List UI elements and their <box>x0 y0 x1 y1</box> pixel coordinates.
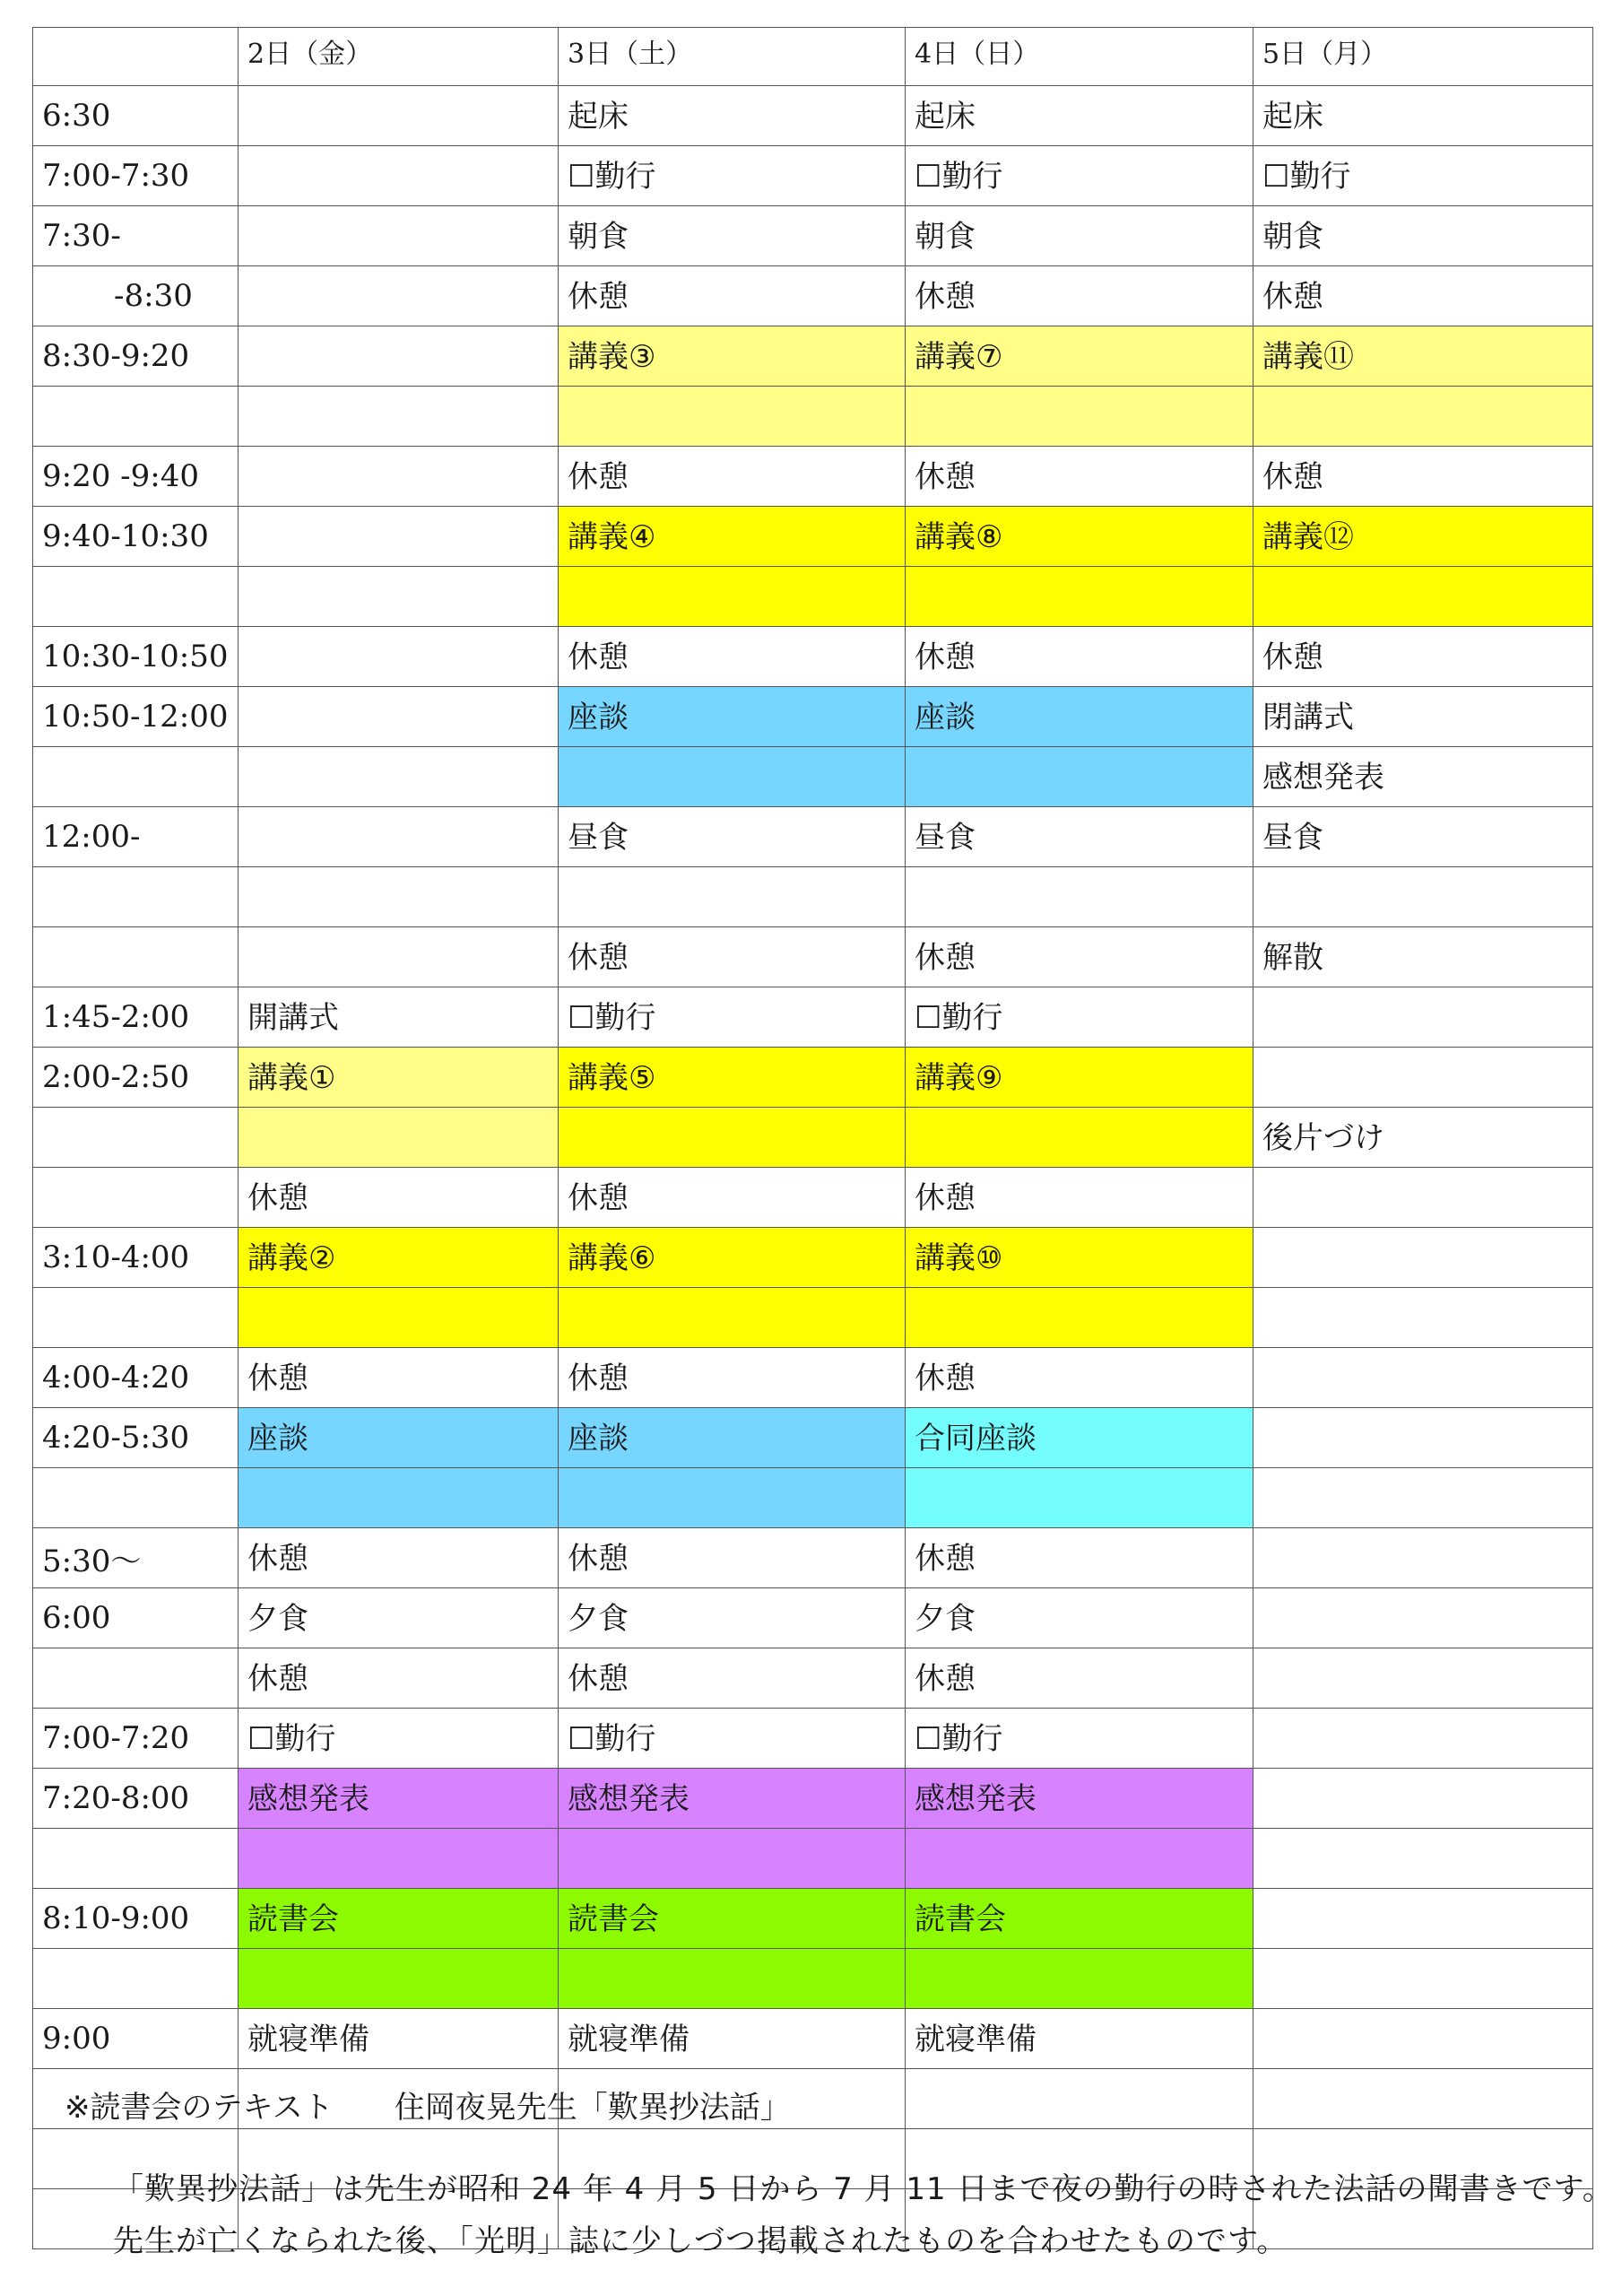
schedule-cell: 講義⑩ <box>906 1228 1253 1288</box>
schedule-cell: 講義⑨ <box>906 1048 1253 1108</box>
schedule-cell <box>1253 1588 1593 1648</box>
schedule-cell: 感想発表 <box>239 1769 559 1829</box>
schedule-cell <box>906 1468 1253 1528</box>
schedule-cell: 休憩 <box>559 266 906 326</box>
header-row <box>33 28 1593 86</box>
schedule-cell: 昼食 <box>1253 807 1593 867</box>
schedule-cell <box>239 867 559 927</box>
table-row <box>33 326 1593 387</box>
schedule-cell <box>1253 1168 1593 1228</box>
time-cell: 9:00 <box>33 2009 239 2069</box>
schedule-header <box>33 28 1593 86</box>
schedule-cell: ☐勤行 <box>559 987 906 1048</box>
schedule-cell: 読書会 <box>906 1889 1253 1949</box>
schedule-cell <box>239 567 559 627</box>
schedule-cell: 休憩 <box>906 447 1253 507</box>
schedule-cell <box>906 1288 1253 1348</box>
schedule-cell: 昼食 <box>559 807 906 867</box>
schedule-cell <box>1253 1288 1593 1348</box>
schedule-cell <box>239 627 559 687</box>
time-cell <box>33 747 239 807</box>
schedule-cell: 休憩 <box>559 1648 906 1709</box>
schedule-cell: 休憩 <box>1253 447 1593 507</box>
schedule-cell <box>1253 567 1593 627</box>
schedule-cell: 起床 <box>1253 86 1593 146</box>
schedule-cell: 休憩 <box>559 447 906 507</box>
time-cell <box>33 1949 239 2009</box>
time-cell: 8:10-9:00 <box>33 1889 239 1949</box>
schedule-cell <box>1253 2009 1593 2069</box>
schedule-cell <box>1253 987 1593 1048</box>
table-row <box>33 1228 1593 1288</box>
schedule-cell: 講義⑫ <box>1253 507 1593 567</box>
schedule-cell <box>906 2069 1253 2129</box>
table-row <box>33 447 1593 507</box>
table-row <box>33 206 1593 266</box>
schedule-cell: 起床 <box>559 86 906 146</box>
schedule-cell: 座談 <box>559 1408 906 1468</box>
table-row <box>33 1108 1593 1168</box>
time-cell <box>33 1468 239 1528</box>
schedule-cell <box>1253 1829 1593 1889</box>
schedule-cell: 休憩 <box>559 1168 906 1228</box>
time-cell: 1:45-2:00 <box>33 987 239 1048</box>
schedule-cell <box>906 867 1253 927</box>
schedule-cell: 休憩 <box>906 1528 1253 1588</box>
time-cell: 4:20-5:30 <box>33 1408 239 1468</box>
schedule-cell: 休憩 <box>559 627 906 687</box>
schedule-cell: 朝食 <box>1253 206 1593 266</box>
schedule-cell: 休憩 <box>906 927 1253 987</box>
time-cell: 9:40-10:30 <box>33 507 239 567</box>
schedule-cell: 座談 <box>559 687 906 747</box>
time-cell <box>33 927 239 987</box>
schedule-cell: ☐勤行 <box>559 1709 906 1769</box>
schedule-cell: 休憩 <box>906 1168 1253 1228</box>
schedule-cell <box>559 1108 906 1168</box>
table-row <box>33 1648 1593 1709</box>
schedule-cell: 休憩 <box>559 1348 906 1408</box>
schedule-cell <box>906 747 1253 807</box>
table-row <box>33 387 1593 447</box>
schedule-cell: 後片づけ <box>1253 1108 1593 1168</box>
schedule-cell <box>559 867 906 927</box>
time-cell <box>33 867 239 927</box>
time-cell: 2:00-2:50 <box>33 1048 239 1108</box>
time-cell <box>33 1648 239 1709</box>
table-row <box>33 927 1593 987</box>
time-cell: 8:30-9:20 <box>33 326 239 387</box>
header-day-2: 2日（金） <box>239 28 559 86</box>
schedule-cell: 感想発表 <box>906 1769 1253 1829</box>
schedule-cell <box>239 206 559 266</box>
table-row <box>33 266 1593 326</box>
schedule-cell: 朝食 <box>906 206 1253 266</box>
time-cell: -8:30 <box>33 266 239 326</box>
schedule-cell: 休憩 <box>559 1528 906 1588</box>
schedule-cell: ☐勤行 <box>239 1709 559 1769</box>
time-cell <box>33 1108 239 1168</box>
schedule-cell: ☐勤行 <box>906 1709 1253 1769</box>
schedule-cell <box>239 1829 559 1889</box>
table-row <box>33 1949 1593 2009</box>
time-cell <box>33 1288 239 1348</box>
table-row <box>33 987 1593 1048</box>
schedule-cell: 講義① <box>239 1048 559 1108</box>
table-row <box>33 146 1593 206</box>
table-row <box>33 627 1593 687</box>
schedule-cell <box>239 747 559 807</box>
schedule-cell: 夕食 <box>559 1588 906 1648</box>
notes-body: 「歎異抄法話」は先生が昭和 24 年 4 月 5 日から 7 月 11 日まで夜の勤行の時された法話の聞書きです。先生が亡くなられた後、「光明」誌に少しづつ掲載されたものを合わせたものです。 <box>113 2171 1614 2259</box>
schedule-cell <box>239 326 559 387</box>
schedule-cell: ☐勤行 <box>906 987 1253 1048</box>
schedule-cell <box>1253 1709 1593 1769</box>
schedule-cell: 休憩 <box>1253 627 1593 687</box>
schedule-cell <box>239 507 559 567</box>
header-day-3: 3日（土） <box>559 28 906 86</box>
header-time <box>33 28 239 86</box>
table-row <box>33 747 1593 807</box>
table-row <box>33 507 1593 567</box>
schedule-cell: 講義⑧ <box>906 507 1253 567</box>
schedule-cell: ☐勤行 <box>1253 146 1593 206</box>
schedule-cell <box>1253 2069 1593 2129</box>
schedule-cell <box>239 447 559 507</box>
time-cell: 7:30- <box>33 206 239 266</box>
table-row <box>33 567 1593 627</box>
schedule-cell: 休憩 <box>559 927 906 987</box>
time-cell: 4:00-4:20 <box>33 1348 239 1408</box>
schedule-cell: ☐勤行 <box>906 146 1253 206</box>
schedule-cell <box>559 1829 906 1889</box>
time-cell <box>33 567 239 627</box>
table-row <box>33 687 1593 747</box>
schedule-cell <box>239 266 559 326</box>
schedule-cell <box>559 387 906 447</box>
time-cell <box>33 387 239 447</box>
schedule-cell <box>559 1949 906 2009</box>
schedule-body <box>33 86 1593 2249</box>
schedule-cell <box>559 567 906 627</box>
schedule-cell: 閉講式 <box>1253 687 1593 747</box>
table-row <box>33 1709 1593 1769</box>
table-row <box>33 1528 1593 1588</box>
schedule-cell: 休憩 <box>239 1168 559 1228</box>
schedule-cell: 感想発表 <box>1253 747 1593 807</box>
schedule-cell <box>559 1468 906 1528</box>
schedule-cell: 休憩 <box>1253 266 1593 326</box>
schedule-cell: 読書会 <box>239 1889 559 1949</box>
schedule-cell: 開講式 <box>239 987 559 1048</box>
schedule-cell: 休憩 <box>239 1348 559 1408</box>
schedule-cell <box>559 747 906 807</box>
table-row <box>33 2009 1593 2069</box>
schedule-cell: 起床 <box>906 86 1253 146</box>
schedule-cell <box>239 1468 559 1528</box>
schedule-cell: 座談 <box>906 687 1253 747</box>
schedule-cell <box>906 1829 1253 1889</box>
schedule-cell: 休憩 <box>906 627 1253 687</box>
schedule-cell: 感想発表 <box>559 1769 906 1829</box>
schedule-cell <box>239 927 559 987</box>
schedule-cell: 休憩 <box>239 1648 559 1709</box>
schedule-cell <box>239 687 559 747</box>
schedule-cell <box>239 1949 559 2009</box>
schedule-cell <box>1253 1348 1593 1408</box>
schedule-cell <box>1253 1468 1593 1528</box>
schedule-cell <box>1253 867 1593 927</box>
schedule-cell: 読書会 <box>559 1889 906 1949</box>
schedule-cell <box>906 1949 1253 2009</box>
schedule-cell: 解散 <box>1253 927 1593 987</box>
schedule-cell: 講義⑤ <box>559 1048 906 1108</box>
schedule-cell <box>906 1108 1253 1168</box>
table-row <box>33 1048 1593 1108</box>
schedule-cell <box>239 146 559 206</box>
table-row <box>33 807 1593 867</box>
schedule-cell: 夕食 <box>906 1588 1253 1648</box>
time-cell: 10:50-12:00 <box>33 687 239 747</box>
schedule-cell <box>1253 1228 1593 1288</box>
schedule-cell <box>559 1288 906 1348</box>
time-cell: 7:00-7:30 <box>33 146 239 206</box>
schedule-cell <box>1253 1889 1593 1949</box>
schedule-cell: 就寝準備 <box>906 2009 1253 2069</box>
table-row <box>33 1769 1593 1829</box>
schedule-cell: 昼食 <box>906 807 1253 867</box>
schedule-cell: 講義⑥ <box>559 1228 906 1288</box>
schedule-cell <box>1253 1528 1593 1588</box>
schedule-table <box>32 27 1593 2249</box>
schedule-cell: 講義④ <box>559 507 906 567</box>
schedule-cell: 講義② <box>239 1228 559 1288</box>
table-row <box>33 1588 1593 1648</box>
schedule-cell: 講義⑦ <box>906 326 1253 387</box>
header-day-4: 4日（日） <box>906 28 1253 86</box>
schedule-cell: 朝食 <box>559 206 906 266</box>
schedule-cell: 座談 <box>239 1408 559 1468</box>
time-cell <box>33 1829 239 1889</box>
time-cell: 6:30 <box>33 86 239 146</box>
schedule-cell <box>1253 1648 1593 1709</box>
notes-title: ※読書会のテキスト 住岡夜晃先生「歎異抄法話」 <box>65 2090 791 2126</box>
schedule-cell <box>1253 387 1593 447</box>
table-row <box>33 1829 1593 1889</box>
schedule-cell: 就寝準備 <box>559 2009 906 2069</box>
schedule-cell <box>906 387 1253 447</box>
schedule-cell <box>1253 1949 1593 2009</box>
schedule-cell: 夕食 <box>239 1588 559 1648</box>
time-cell: 7:20-8:00 <box>33 1769 239 1829</box>
schedule-cell <box>239 807 559 867</box>
schedule-cell <box>1253 1048 1593 1108</box>
table-row <box>33 1168 1593 1228</box>
time-cell: 5:30〜 <box>33 1528 239 1588</box>
table-row <box>33 1348 1593 1408</box>
schedule-cell <box>1253 1408 1593 1468</box>
schedule-cell: 休憩 <box>239 1528 559 1588</box>
schedule-cell <box>239 86 559 146</box>
table-row <box>33 1288 1593 1348</box>
time-cell: 7:00-7:20 <box>33 1709 239 1769</box>
schedule-cell: 休憩 <box>906 266 1253 326</box>
table-row <box>33 1889 1593 1949</box>
time-cell: 9:20 -9:40 <box>33 447 239 507</box>
schedule-cell: ☐勤行 <box>559 146 906 206</box>
time-cell: 10:30-10:50 <box>33 627 239 687</box>
time-cell: 12:00- <box>33 807 239 867</box>
table-row <box>33 86 1593 146</box>
schedule-cell: 講義⑪ <box>1253 326 1593 387</box>
schedule-cell: 就寝準備 <box>239 2009 559 2069</box>
schedule-cell <box>239 1288 559 1348</box>
time-cell <box>33 1168 239 1228</box>
schedule-cell: 講義③ <box>559 326 906 387</box>
header-day-5: 5日（月） <box>1253 28 1593 86</box>
schedule-cell <box>239 1108 559 1168</box>
time-cell: 6:00 <box>33 1588 239 1648</box>
schedule-cell <box>906 567 1253 627</box>
schedule-cell <box>1253 1769 1593 1829</box>
table-row <box>33 1468 1593 1528</box>
schedule-cell: 休憩 <box>906 1648 1253 1709</box>
schedule-cell: 休憩 <box>906 1348 1253 1408</box>
schedule-cell <box>239 387 559 447</box>
table-row <box>33 1408 1593 1468</box>
table-row <box>33 867 1593 927</box>
time-cell: 3:10-4:00 <box>33 1228 239 1288</box>
schedule-cell: 合同座談 <box>906 1408 1253 1468</box>
